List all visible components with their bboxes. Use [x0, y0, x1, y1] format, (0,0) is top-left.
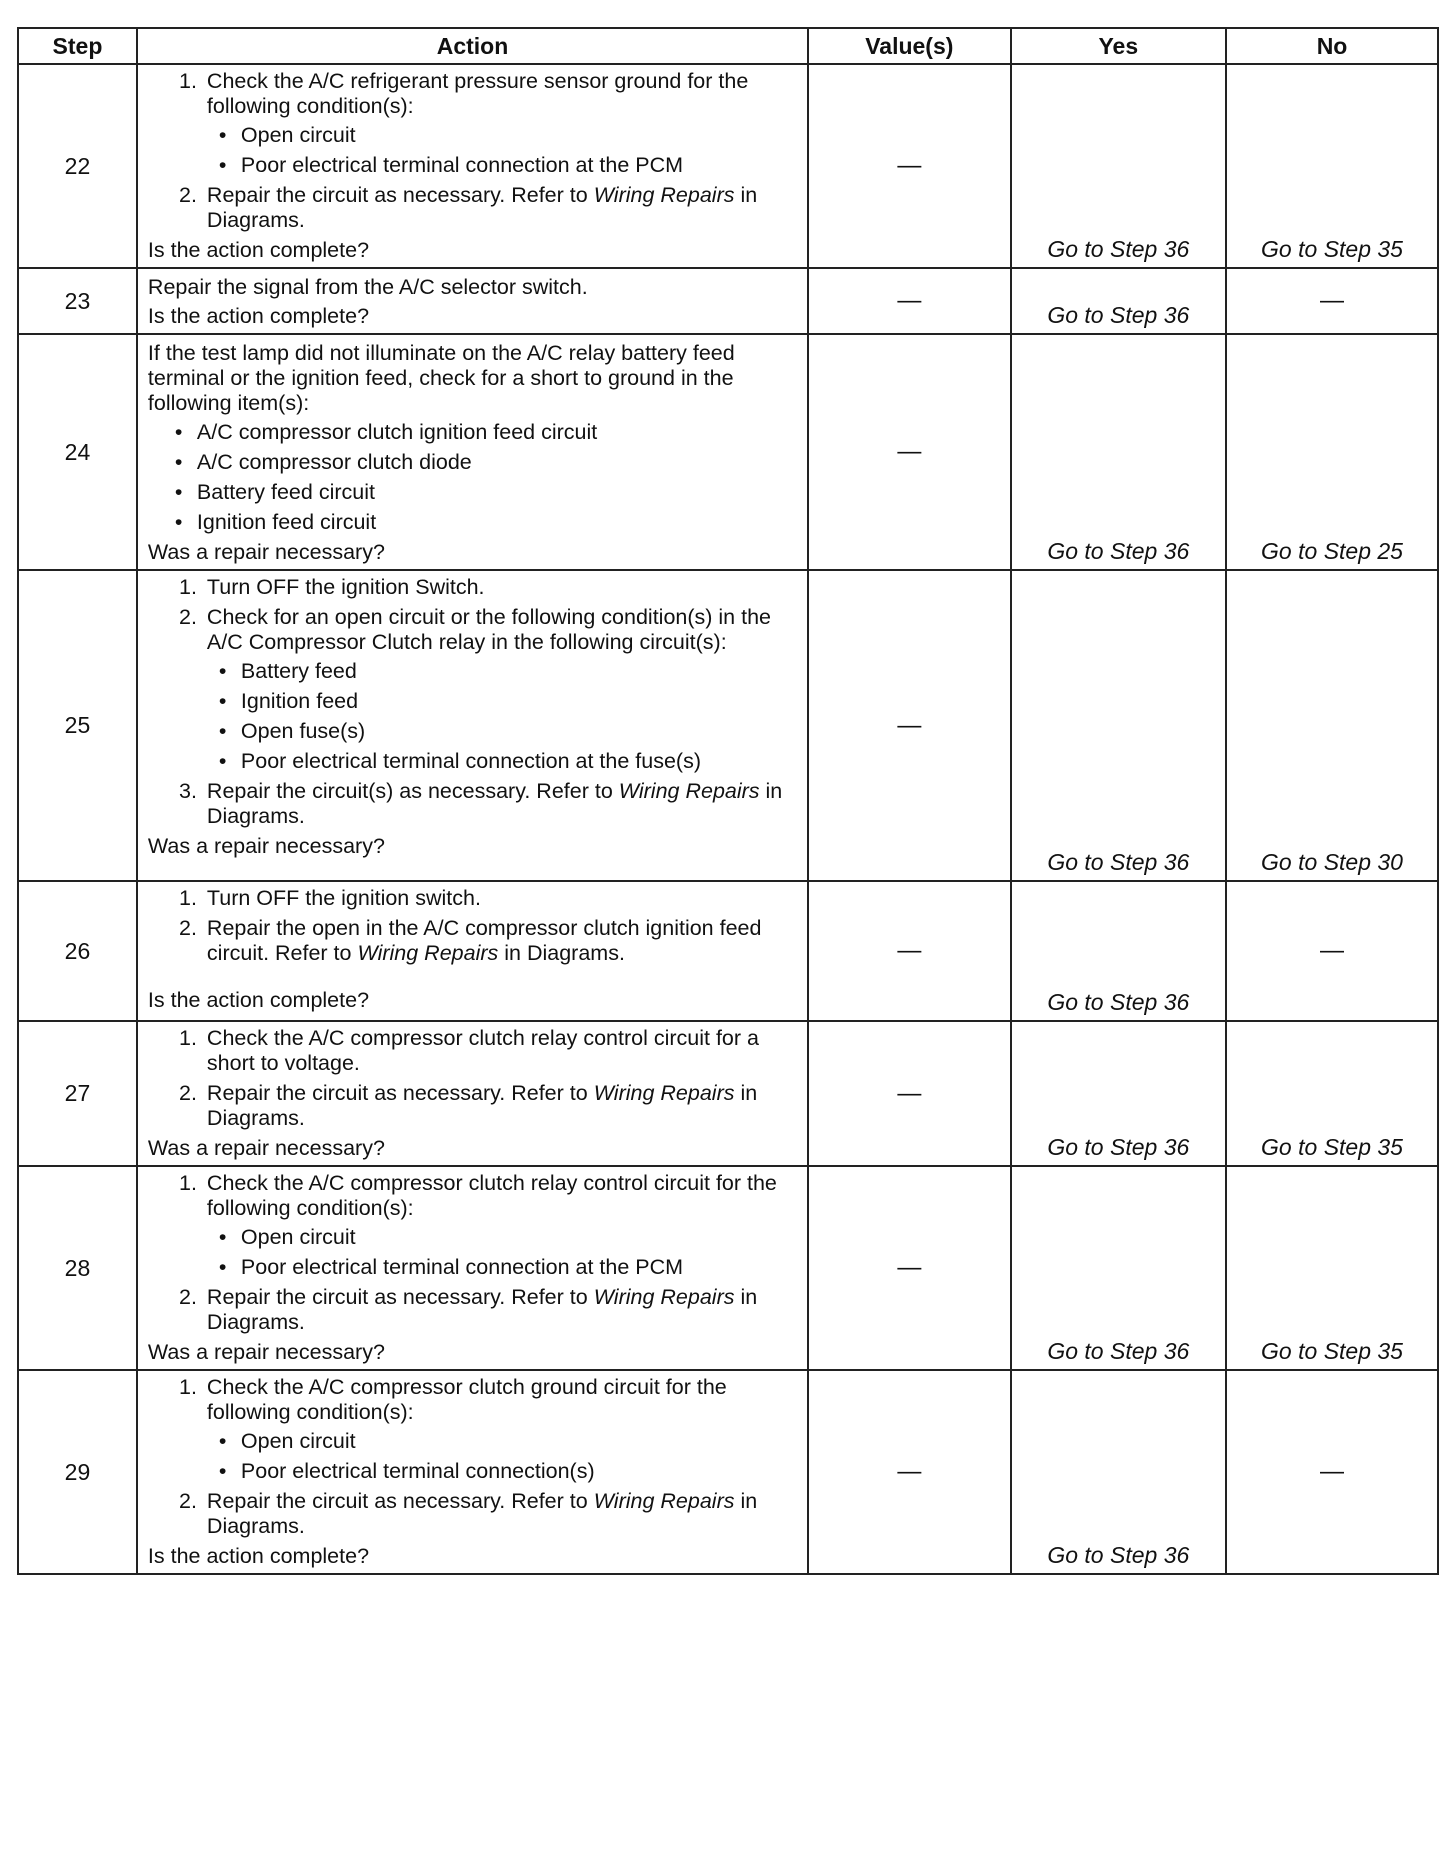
- yes-link[interactable]: Go to Step 36: [1011, 1370, 1226, 1574]
- question: Is the action complete?: [147, 1544, 370, 1568]
- yes-link[interactable]: Go to Step 36: [1011, 268, 1226, 334]
- question: Was a repair necessary?: [147, 1136, 385, 1160]
- question: Was a repair necessary?: [147, 834, 385, 858]
- header-yes: Yes: [1011, 28, 1226, 64]
- instruction: 1. Check the A/C compressor clutch relay control circuit for a short to voltage.: [203, 1026, 797, 1076]
- instruction: Check the A/C compressor clutch relay control circuit for the following condition(s):: [206, 1171, 777, 1220]
- no-link[interactable]: Go to Step 25: [1226, 334, 1438, 570]
- instruction: 1. Turn OFF the ignition Switch.: [203, 575, 797, 600]
- yes-link[interactable]: Go to Step 36: [1011, 64, 1226, 268]
- step-number: 27: [18, 1021, 137, 1166]
- no-link[interactable]: Go to Step 30: [1226, 570, 1438, 881]
- step-number: 28: [18, 1166, 137, 1370]
- instruction: 2. Repair the circuit as necessary. Refer to Wiring Repairs in Diagrams.: [203, 1489, 797, 1539]
- step-number: 29: [18, 1370, 137, 1574]
- value-cell: —: [808, 268, 1011, 334]
- bullet-item: • Ignition feed: [237, 689, 797, 714]
- action-text: [137, 1370, 808, 1574]
- instruction: Check the A/C refrigerant pressure sensor ground for the following condition(s):: [206, 69, 749, 118]
- instruction: 2. Repair the circuit as necessary. Refer to Wiring Repairs in Diagrams.: [203, 183, 797, 233]
- step-25-row: [18, 570, 1438, 881]
- step-number: 23: [18, 268, 137, 334]
- step-number: 22: [18, 64, 137, 268]
- bullet-item: • Poor electrical terminal connection at the fuse(s): [237, 749, 797, 774]
- bullet-item: • A/C compressor clutch ignition feed circuit: [193, 420, 797, 445]
- bullet-item: • Poor electrical terminal connection(s): [237, 1459, 797, 1484]
- value-cell: —: [808, 334, 1011, 570]
- no-link[interactable]: Go to Step 35: [1226, 1166, 1438, 1370]
- no-cell: —: [1226, 1370, 1438, 1574]
- yes-link[interactable]: Go to Step 36: [1011, 334, 1226, 570]
- step-number: 26: [18, 881, 137, 1021]
- value-cell: —: [808, 570, 1011, 881]
- step-26-row: [18, 881, 1438, 1021]
- header-row: [18, 28, 1438, 64]
- step-27-row: [18, 1021, 1438, 1166]
- bullet-item: • Ignition feed circuit: [193, 510, 797, 535]
- yes-link[interactable]: Go to Step 36: [1011, 881, 1226, 1021]
- action-text: [137, 1166, 808, 1370]
- bullet-item: • A/C compressor clutch diode: [193, 450, 797, 475]
- no-link[interactable]: Go to Step 35: [1226, 1021, 1438, 1166]
- step-28-row: [18, 1166, 1438, 1370]
- question: Is the action complete?: [147, 304, 370, 328]
- question: Was a repair necessary?: [147, 540, 385, 564]
- bullet-item: • Open circuit: [237, 1429, 797, 1454]
- header-values: Value(s): [808, 28, 1011, 64]
- instruction: 1. Turn OFF the ignition switch.: [203, 886, 797, 911]
- header-action: Action: [137, 28, 808, 64]
- question: Is the action complete?: [147, 238, 370, 262]
- value-cell: —: [808, 1166, 1011, 1370]
- step-number: 24: [18, 334, 137, 570]
- yes-link[interactable]: Go to Step 36: [1011, 570, 1226, 881]
- instruction: 2. Repair the circuit as necessary. Refer to Wiring Repairs in Diagrams.: [203, 1285, 797, 1335]
- instruction: Check for an open circuit or the following condition(s) in the A/C Compressor Clutch relay in the following circuit(s):: [206, 605, 771, 654]
- no-cell: —: [1226, 268, 1438, 334]
- header-no: No: [1226, 28, 1438, 64]
- value-cell: —: [808, 1370, 1011, 1574]
- instruction: 2. Repair the open in the A/C compressor clutch ignition feed circuit. Refer to Wiring Repairs in Diagrams.: [203, 916, 797, 966]
- bullet-item: • Poor electrical terminal connection at the PCM: [237, 153, 797, 178]
- action-text: [137, 268, 808, 334]
- yes-link[interactable]: Go to Step 36: [1011, 1166, 1226, 1370]
- bullet-item: • Open circuit: [237, 123, 797, 148]
- bullet-item: • Open fuse(s): [237, 719, 797, 744]
- step-22-row: [18, 64, 1438, 268]
- bullet-item: • Battery feed circuit: [193, 480, 797, 505]
- step-29-row: [18, 1370, 1438, 1574]
- header-step: Step: [18, 28, 137, 64]
- instruction: 3. Repair the circuit(s) as necessary. Refer to Wiring Repairs in Diagrams.: [203, 779, 797, 829]
- bullet-item: • Poor electrical terminal connection at the PCM: [237, 1255, 797, 1280]
- action-text: [137, 881, 808, 1021]
- instruction: If the test lamp did not illuminate on the A/C relay battery feed terminal or the ignition feed, check for a short to ground in the following item(s):: [147, 341, 735, 415]
- no-cell: —: [1226, 881, 1438, 1021]
- value-cell: —: [808, 64, 1011, 268]
- step-24-row: [18, 334, 1438, 570]
- step-23-row: [18, 268, 1438, 334]
- no-link[interactable]: Go to Step 35: [1226, 64, 1438, 268]
- instruction: 2. Repair the circuit as necessary. Refer to Wiring Repairs in Diagrams.: [203, 1081, 797, 1131]
- instruction: Repair the signal from the A/C selector switch.: [147, 275, 588, 299]
- question: Is the action complete?: [147, 988, 370, 1012]
- value-cell: —: [808, 881, 1011, 1021]
- action-text: [137, 570, 808, 881]
- action-text: [137, 334, 808, 570]
- step-number: 25: [18, 570, 137, 881]
- action-text: [137, 1021, 808, 1166]
- yes-link[interactable]: Go to Step 36: [1011, 1021, 1226, 1166]
- action-text: [137, 64, 808, 268]
- diagnostic-table: [17, 27, 1439, 1575]
- instruction: Check the A/C compressor clutch ground circuit for the following condition(s):: [206, 1375, 727, 1424]
- question: Was a repair necessary?: [147, 1340, 385, 1364]
- value-cell: —: [808, 1021, 1011, 1166]
- bullet-item: • Open circuit: [237, 1225, 797, 1250]
- bullet-item: • Battery feed: [237, 659, 797, 684]
